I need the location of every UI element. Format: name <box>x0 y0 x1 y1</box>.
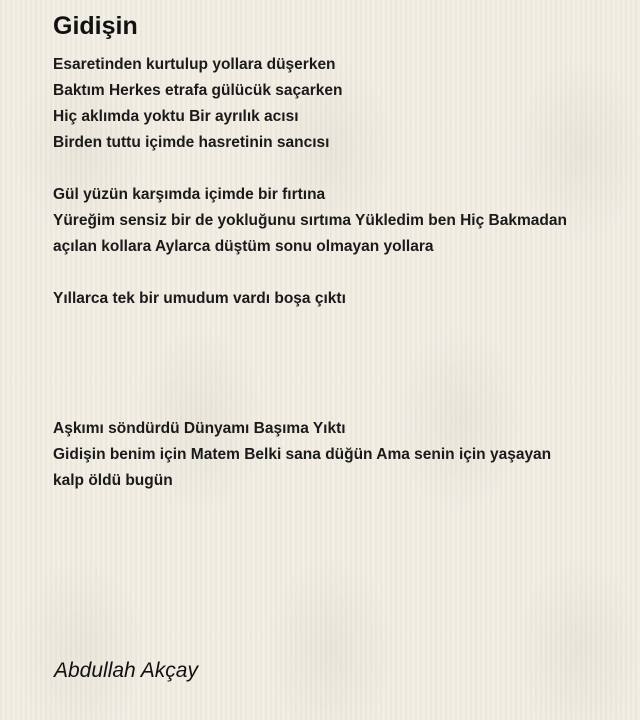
verse-line: Gül yüzün karşımda içimde bir fırtına <box>53 186 326 203</box>
stanza-3 <box>53 286 613 312</box>
poem-body <box>53 52 613 520</box>
verse-line: kalp öldü bugün <box>53 472 173 489</box>
verse-line: Gidişin benim için Matem Belki sana düğün Ama senin için yaşayan <box>53 446 552 463</box>
stanza-1 <box>53 52 613 156</box>
stanza-2 <box>53 182 613 260</box>
verse-line: Esaretinden kurtulup yollara düşerken <box>53 56 336 73</box>
verse-line: Aşkımı söndürdü Dünyamı Başıma Yıktı <box>53 420 346 437</box>
poem-author: Abdullah Akçay <box>54 659 198 682</box>
poem-title: Gidişin <box>53 12 138 40</box>
verse-line: Baktım Herkes etrafa gülücük saçarken <box>53 82 343 99</box>
verse-line: açılan kollara Aylarca düştüm sonu olmayan yollara <box>53 238 434 255</box>
stanza-4 <box>53 416 613 494</box>
verse-line: Yüreğim sensiz bir de yokluğunu sırtıma Yükledim ben Hiç Bakmadan <box>53 212 567 229</box>
verse-line: Hiç aklımda yoktu Bir ayrılık acısı <box>53 108 299 125</box>
verse-line: Birden tuttu içimde hasretinin sancısı <box>53 134 330 151</box>
verse-line: Yıllarca tek bir umudum vardı boşa çıktı <box>53 290 346 307</box>
